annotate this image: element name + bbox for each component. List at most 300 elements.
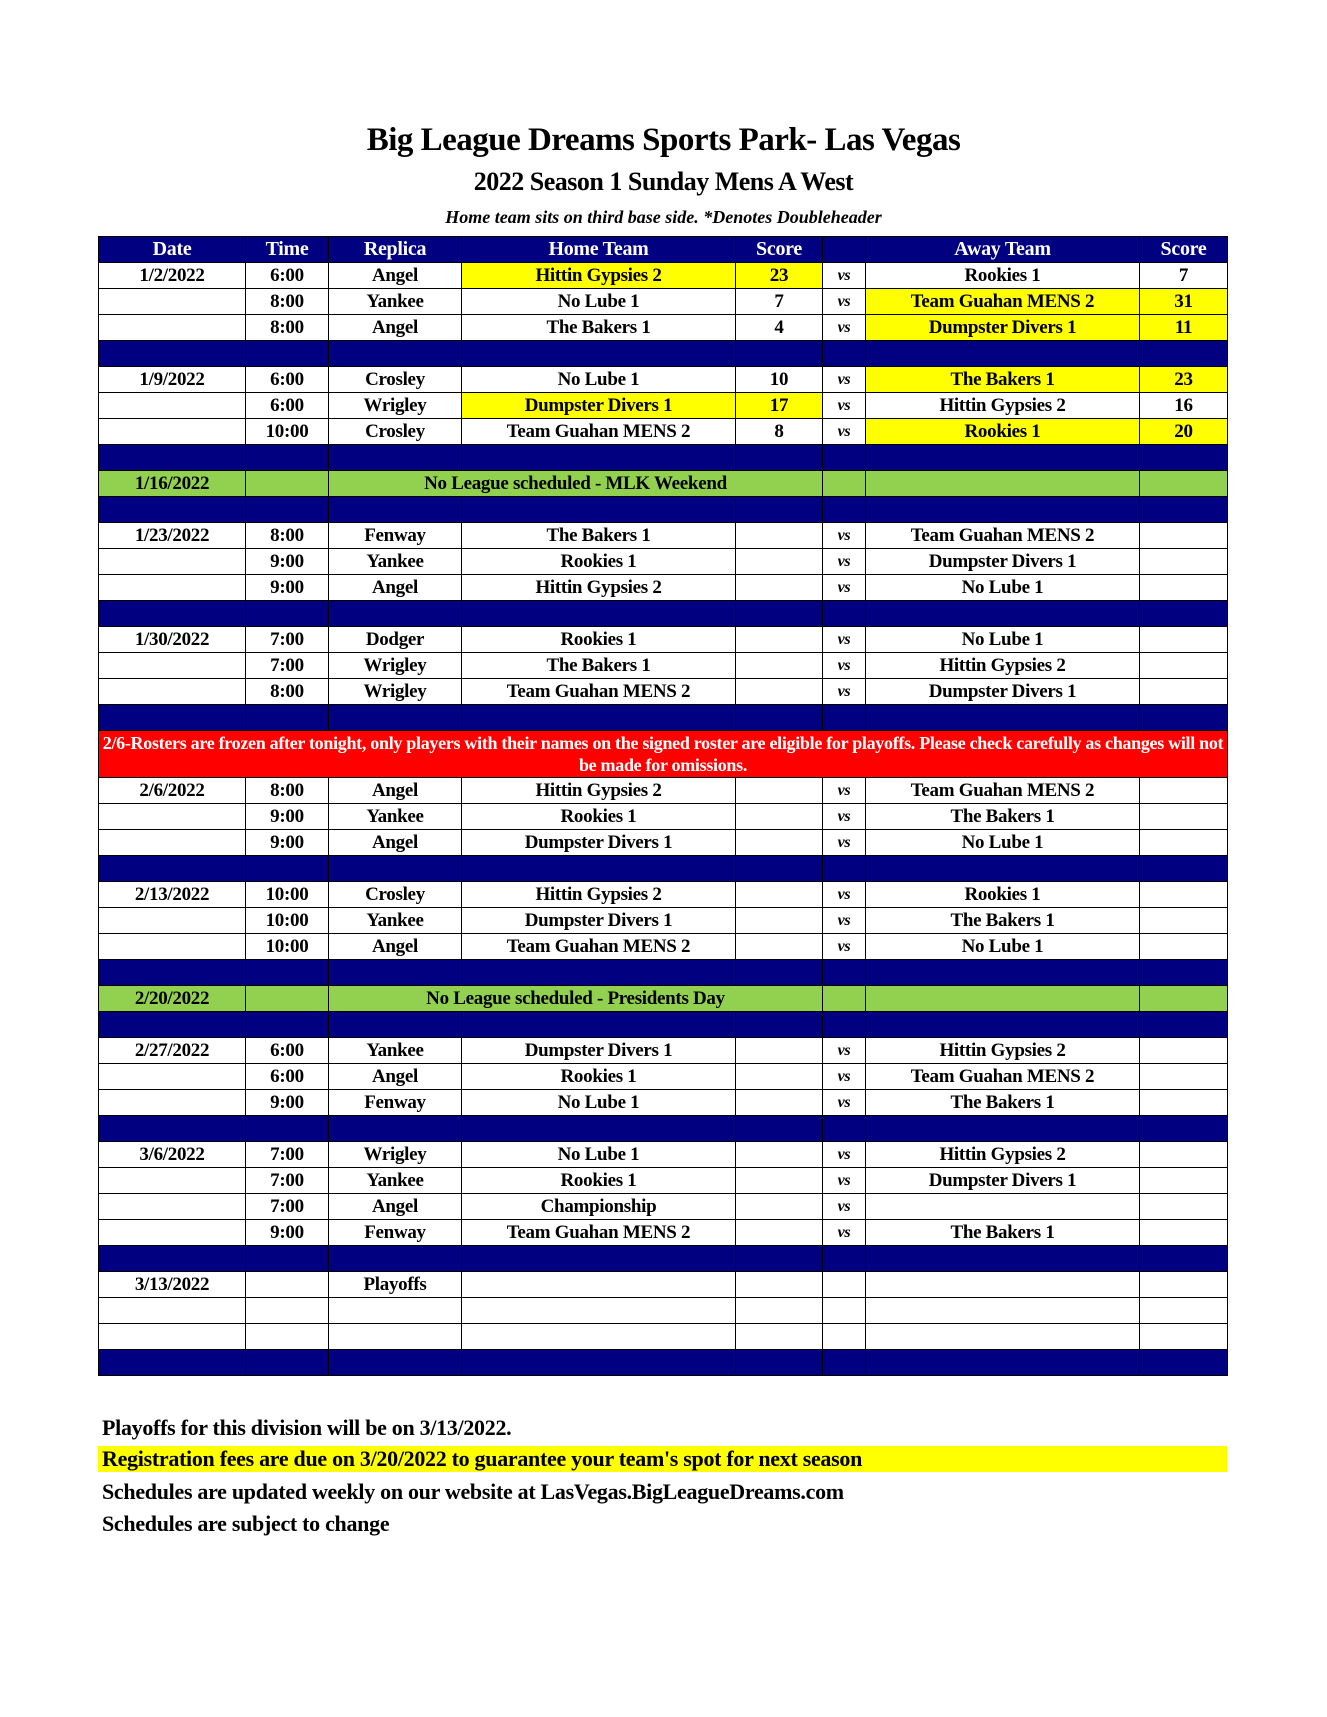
separator-cell [866, 705, 1140, 731]
vs-label: vs [823, 934, 866, 960]
away-score-cell [1140, 1142, 1228, 1168]
time-cell: 7:00 [246, 627, 329, 653]
away-score-cell [1140, 1038, 1228, 1064]
game-row [99, 419, 1228, 445]
date-cell: 3/13/2022 [99, 1272, 246, 1298]
game-row [99, 523, 1228, 549]
time-cell [246, 1298, 329, 1324]
replica-cell: Angel [329, 778, 462, 804]
away-team-cell: Hittin Gypsies 2 [866, 1142, 1140, 1168]
date-cell [99, 1064, 246, 1090]
home-team-cell: Team Guahan MENS 2 [462, 1220, 736, 1246]
away-team-cell [866, 986, 1140, 1012]
date-cell [99, 830, 246, 856]
away-score-cell [1140, 575, 1228, 601]
separator-cell [246, 960, 329, 986]
separator-cell [99, 705, 246, 731]
replica-cell: Angel [329, 830, 462, 856]
replica-cell: Dodger [329, 627, 462, 653]
vs-label [823, 1272, 866, 1298]
column-header-away-score: Score [1140, 237, 1228, 263]
separator-cell [1140, 705, 1228, 731]
separator-cell [99, 341, 246, 367]
home-score-cell [736, 1038, 823, 1064]
separator-cell [462, 341, 736, 367]
away-score-cell [1140, 653, 1228, 679]
column-header-replica: Replica [329, 237, 462, 263]
time-cell: 10:00 [246, 882, 329, 908]
roster-alert-row [99, 731, 1228, 778]
column-header-date: Date [99, 237, 246, 263]
home-team-cell: Hittin Gypsies 2 [462, 882, 736, 908]
vs-label: vs [823, 882, 866, 908]
away-score-cell [1140, 471, 1228, 497]
separator-cell [1140, 497, 1228, 523]
separator-cell [246, 445, 329, 471]
table-header [99, 237, 1228, 263]
separator-cell [99, 1350, 246, 1376]
home-score-cell [736, 653, 823, 679]
time-cell: 8:00 [246, 679, 329, 705]
home-team-cell: Team Guahan MENS 2 [462, 419, 736, 445]
game-row [99, 1168, 1228, 1194]
time-cell: 9:00 [246, 549, 329, 575]
date-cell [99, 549, 246, 575]
separator-cell [329, 960, 462, 986]
away-score-cell: 16 [1140, 393, 1228, 419]
home-score-cell [736, 1090, 823, 1116]
vs-label: vs [823, 263, 866, 289]
separator-cell [1140, 1012, 1228, 1038]
game-row [99, 934, 1228, 960]
away-team-cell: Hittin Gypsies 2 [866, 653, 1140, 679]
time-cell: 6:00 [246, 263, 329, 289]
home-team-cell: The Bakers 1 [462, 315, 736, 341]
home-team-cell: Hittin Gypsies 2 [462, 575, 736, 601]
away-team-cell: The Bakers 1 [866, 1090, 1140, 1116]
separator-cell [736, 1350, 823, 1376]
separator-cell [823, 445, 866, 471]
home-team-cell: Dumpster Divers 1 [462, 393, 736, 419]
away-score-cell [1140, 1194, 1228, 1220]
date-cell: 1/23/2022 [99, 523, 246, 549]
home-score-cell [736, 1064, 823, 1090]
home-score-cell [736, 934, 823, 960]
date-cell [99, 908, 246, 934]
home-team-cell: Hittin Gypsies 2 [462, 263, 736, 289]
home-score-cell: 7 [736, 289, 823, 315]
separator-cell [823, 1246, 866, 1272]
vs-label: vs [823, 1090, 866, 1116]
home-team-cell: Hittin Gypsies 2 [462, 778, 736, 804]
time-cell: 9:00 [246, 1090, 329, 1116]
away-team-cell: The Bakers 1 [866, 908, 1140, 934]
separator-cell [736, 1116, 823, 1142]
separator-cell [736, 705, 823, 731]
away-team-cell: Rookies 1 [866, 419, 1140, 445]
home-score-cell [736, 1220, 823, 1246]
separator-row [99, 705, 1228, 731]
separator-row [99, 1116, 1228, 1142]
separator-cell [823, 856, 866, 882]
separator-cell [329, 601, 462, 627]
time-cell: 7:00 [246, 653, 329, 679]
time-cell: 9:00 [246, 830, 329, 856]
separator-cell [329, 497, 462, 523]
home-team-cell: Championship [462, 1194, 736, 1220]
home-score-cell [736, 1194, 823, 1220]
date-cell [99, 1220, 246, 1246]
replica-cell: Yankee [329, 1038, 462, 1064]
replica-cell: Angel [329, 575, 462, 601]
game-row [99, 1038, 1228, 1064]
home-team-cell [462, 1298, 736, 1324]
time-cell: 10:00 [246, 419, 329, 445]
time-cell: 6:00 [246, 1038, 329, 1064]
time-cell: 9:00 [246, 804, 329, 830]
away-score-cell [1140, 1324, 1228, 1350]
separator-cell [329, 705, 462, 731]
separator-cell [823, 1116, 866, 1142]
home-team-cell: Dumpster Divers 1 [462, 1038, 736, 1064]
home-score-cell [736, 575, 823, 601]
away-score-cell: 31 [1140, 289, 1228, 315]
separator-cell [866, 1246, 1140, 1272]
separator-cell [329, 445, 462, 471]
game-row [99, 882, 1228, 908]
vs-label: vs [823, 653, 866, 679]
away-team-cell: Team Guahan MENS 2 [866, 523, 1140, 549]
replica-cell: Yankee [329, 1168, 462, 1194]
game-row [99, 653, 1228, 679]
date-cell: 2/13/2022 [99, 882, 246, 908]
time-cell: 6:00 [246, 367, 329, 393]
home-score-cell [736, 523, 823, 549]
away-score-cell [1140, 804, 1228, 830]
separator-cell [99, 960, 246, 986]
game-row [99, 1324, 1228, 1350]
away-score-cell [1140, 830, 1228, 856]
vs-label: vs [823, 419, 866, 445]
separator-cell [462, 1246, 736, 1272]
away-team-cell: Team Guahan MENS 2 [866, 778, 1140, 804]
separator-row [99, 1350, 1228, 1376]
home-score-cell [736, 908, 823, 934]
date-cell [99, 1324, 246, 1350]
separator-cell [246, 1246, 329, 1272]
separator-cell [99, 856, 246, 882]
time-cell [246, 1272, 329, 1298]
home-score-cell [736, 549, 823, 575]
date-cell [99, 1168, 246, 1194]
away-team-cell [866, 1298, 1140, 1324]
separator-cell [866, 1116, 1140, 1142]
time-cell: 7:00 [246, 1168, 329, 1194]
replica-cell: Angel [329, 263, 462, 289]
away-team-cell: Dumpster Divers 1 [866, 549, 1140, 575]
home-team-cell: Rookies 1 [462, 627, 736, 653]
vs-label: vs [823, 1220, 866, 1246]
separator-row [99, 960, 1228, 986]
home-score-cell: 8 [736, 419, 823, 445]
away-score-cell [1140, 1064, 1228, 1090]
game-row [99, 627, 1228, 653]
away-team-cell: Dumpster Divers 1 [866, 679, 1140, 705]
away-team-cell: Hittin Gypsies 2 [866, 1038, 1140, 1064]
separator-cell [329, 1246, 462, 1272]
column-header-vs [823, 237, 866, 263]
separator-cell [462, 497, 736, 523]
away-team-cell: Hittin Gypsies 2 [866, 393, 1140, 419]
replica-cell: Angel [329, 1194, 462, 1220]
separator-cell [736, 341, 823, 367]
separator-row [99, 1012, 1228, 1038]
separator-cell [823, 960, 866, 986]
separator-cell [866, 601, 1140, 627]
vs-label: vs [823, 679, 866, 705]
away-team-cell: No Lube 1 [866, 627, 1140, 653]
replica-cell: Wrigley [329, 653, 462, 679]
away-team-cell: The Bakers 1 [866, 804, 1140, 830]
separator-cell [866, 1012, 1140, 1038]
separator-cell [1140, 1350, 1228, 1376]
date-cell: 1/30/2022 [99, 627, 246, 653]
away-score-cell: 23 [1140, 367, 1228, 393]
vs-label: vs [823, 1142, 866, 1168]
away-score-cell [1140, 986, 1228, 1012]
separator-cell [329, 1116, 462, 1142]
column-header-home-score: Score [736, 237, 823, 263]
separator-cell [246, 1350, 329, 1376]
home-team-cell: No Lube 1 [462, 1142, 736, 1168]
separator-cell [1140, 960, 1228, 986]
time-cell: 7:00 [246, 1194, 329, 1220]
separator-cell [462, 445, 736, 471]
separator-cell [246, 856, 329, 882]
vs-label: vs [823, 549, 866, 575]
home-score-cell [736, 1142, 823, 1168]
date-cell [99, 1298, 246, 1324]
game-row [99, 367, 1228, 393]
replica-cell [329, 1324, 462, 1350]
game-row [99, 1142, 1228, 1168]
home-score-cell [736, 627, 823, 653]
game-row [99, 1090, 1228, 1116]
date-cell [99, 393, 246, 419]
separator-cell [462, 1350, 736, 1376]
away-score-cell [1140, 882, 1228, 908]
home-team-cell: Rookies 1 [462, 1168, 736, 1194]
separator-cell [736, 445, 823, 471]
away-team-cell: No Lube 1 [866, 575, 1140, 601]
separator-cell [736, 1246, 823, 1272]
time-cell: 8:00 [246, 315, 329, 341]
home-score-cell [736, 1298, 823, 1324]
footer-registration: Registration fees are due on 3/20/2022 to guarantee your team's spot for next season [98, 1446, 1227, 1472]
date-cell: 2/27/2022 [99, 1038, 246, 1064]
separator-cell [823, 497, 866, 523]
time-cell: 9:00 [246, 575, 329, 601]
separator-cell [866, 497, 1140, 523]
separator-cell [329, 1012, 462, 1038]
replica-cell: Yankee [329, 804, 462, 830]
separator-cell [1140, 601, 1228, 627]
away-team-cell: Rookies 1 [866, 882, 1140, 908]
replica-cell: Fenway [329, 1090, 462, 1116]
no-league-row [99, 986, 1228, 1012]
separator-cell [99, 1246, 246, 1272]
separator-cell [246, 705, 329, 731]
separator-cell [866, 341, 1140, 367]
date-cell [99, 934, 246, 960]
separator-cell [462, 601, 736, 627]
column-header-time: Time [246, 237, 329, 263]
away-score-cell [1140, 523, 1228, 549]
home-team-cell: The Bakers 1 [462, 523, 736, 549]
separator-cell [329, 341, 462, 367]
home-team-cell: Team Guahan MENS 2 [462, 679, 736, 705]
separator-cell [823, 1350, 866, 1376]
separator-cell [329, 1350, 462, 1376]
away-team-cell [866, 1324, 1140, 1350]
game-row [99, 679, 1228, 705]
replica-cell: Angel [329, 315, 462, 341]
game-row [99, 1064, 1228, 1090]
away-team-cell: The Bakers 1 [866, 367, 1140, 393]
replica-cell: Wrigley [329, 1142, 462, 1168]
separator-cell [462, 1116, 736, 1142]
replica-cell: Yankee [329, 908, 462, 934]
game-row [99, 1194, 1228, 1220]
page-subtitle: 2022 Season 1 Sunday Mens A West [473, 167, 854, 196]
away-score-cell [1140, 627, 1228, 653]
home-team-cell [462, 1272, 736, 1298]
time-cell: 6:00 [246, 1064, 329, 1090]
game-row [99, 830, 1228, 856]
away-team-cell: Team Guahan MENS 2 [866, 1064, 1140, 1090]
away-team-cell: Dumpster Divers 1 [866, 1168, 1140, 1194]
separator-cell [1140, 1246, 1228, 1272]
time-cell [246, 1324, 329, 1350]
away-team-cell: No Lube 1 [866, 934, 1140, 960]
home-score-cell: 4 [736, 315, 823, 341]
separator-row [99, 445, 1228, 471]
time-cell: 8:00 [246, 289, 329, 315]
time-cell [246, 471, 329, 497]
home-team-cell: Dumpster Divers 1 [462, 908, 736, 934]
separator-row [99, 601, 1228, 627]
away-team-cell: Rookies 1 [866, 263, 1140, 289]
vs-cell [823, 986, 866, 1012]
separator-cell [99, 1116, 246, 1142]
separator-cell [823, 705, 866, 731]
replica-cell: Wrigley [329, 393, 462, 419]
home-score-cell [736, 679, 823, 705]
date-cell [99, 1090, 246, 1116]
separator-cell [1140, 445, 1228, 471]
no-league-text: No League scheduled - MLK Weekend [329, 471, 823, 497]
separator-cell [246, 1012, 329, 1038]
date-cell [99, 419, 246, 445]
home-score-cell [736, 804, 823, 830]
separator-cell [462, 705, 736, 731]
game-row [99, 908, 1228, 934]
away-score-cell: 20 [1140, 419, 1228, 445]
separator-cell [246, 341, 329, 367]
separator-cell [246, 497, 329, 523]
home-team-cell: The Bakers 1 [462, 653, 736, 679]
separator-cell [866, 960, 1140, 986]
separator-cell [246, 1116, 329, 1142]
replica-cell: Fenway [329, 523, 462, 549]
separator-cell [736, 856, 823, 882]
separator-cell [99, 497, 246, 523]
no-league-row [99, 471, 1228, 497]
separator-cell [462, 960, 736, 986]
date-cell: 1/16/2022 [99, 471, 246, 497]
separator-cell [246, 601, 329, 627]
game-row [99, 778, 1228, 804]
time-cell: 7:00 [246, 1142, 329, 1168]
home-team-cell: Team Guahan MENS 2 [462, 934, 736, 960]
away-score-cell [1140, 1090, 1228, 1116]
away-team-cell [866, 1272, 1140, 1298]
replica-cell: Crosley [329, 367, 462, 393]
separator-cell [462, 1012, 736, 1038]
home-team-cell: No Lube 1 [462, 1090, 736, 1116]
away-team-cell: The Bakers 1 [866, 1220, 1140, 1246]
home-team-cell: Rookies 1 [462, 1064, 736, 1090]
separator-cell [1140, 1116, 1228, 1142]
separator-cell [1140, 341, 1228, 367]
vs-label: vs [823, 1194, 866, 1220]
schedule-table [98, 236, 1228, 1376]
column-header-home-team: Home Team [462, 237, 736, 263]
date-cell: 1/2/2022 [99, 263, 246, 289]
page-title: Big League Dreams Sports Park- Las Vegas [366, 122, 961, 158]
replica-cell: Wrigley [329, 679, 462, 705]
time-cell: 6:00 [246, 393, 329, 419]
separator-cell [99, 1012, 246, 1038]
away-team-cell [866, 471, 1140, 497]
footer-change: Schedules are subject to change [102, 1511, 390, 1536]
vs-label: vs [823, 523, 866, 549]
replica-cell: Playoffs [329, 1272, 462, 1298]
away-score-cell: 11 [1140, 315, 1228, 341]
game-row [99, 575, 1228, 601]
vs-label: vs [823, 315, 866, 341]
vs-label: vs [823, 778, 866, 804]
separator-cell [823, 341, 866, 367]
home-team-cell: Rookies 1 [462, 549, 736, 575]
game-row [99, 289, 1228, 315]
vs-label: vs [823, 575, 866, 601]
home-team-cell: No Lube 1 [462, 367, 736, 393]
separator-cell [866, 1350, 1140, 1376]
home-score-cell [736, 830, 823, 856]
home-score-cell [736, 1272, 823, 1298]
time-cell [246, 986, 329, 1012]
away-score-cell: 7 [1140, 263, 1228, 289]
date-cell [99, 679, 246, 705]
vs-label: vs [823, 367, 866, 393]
game-row [99, 1298, 1228, 1324]
separator-cell [462, 856, 736, 882]
separator-row [99, 497, 1228, 523]
date-cell: 2/6/2022 [99, 778, 246, 804]
separator-row [99, 1246, 1228, 1272]
replica-cell: Fenway [329, 1220, 462, 1246]
